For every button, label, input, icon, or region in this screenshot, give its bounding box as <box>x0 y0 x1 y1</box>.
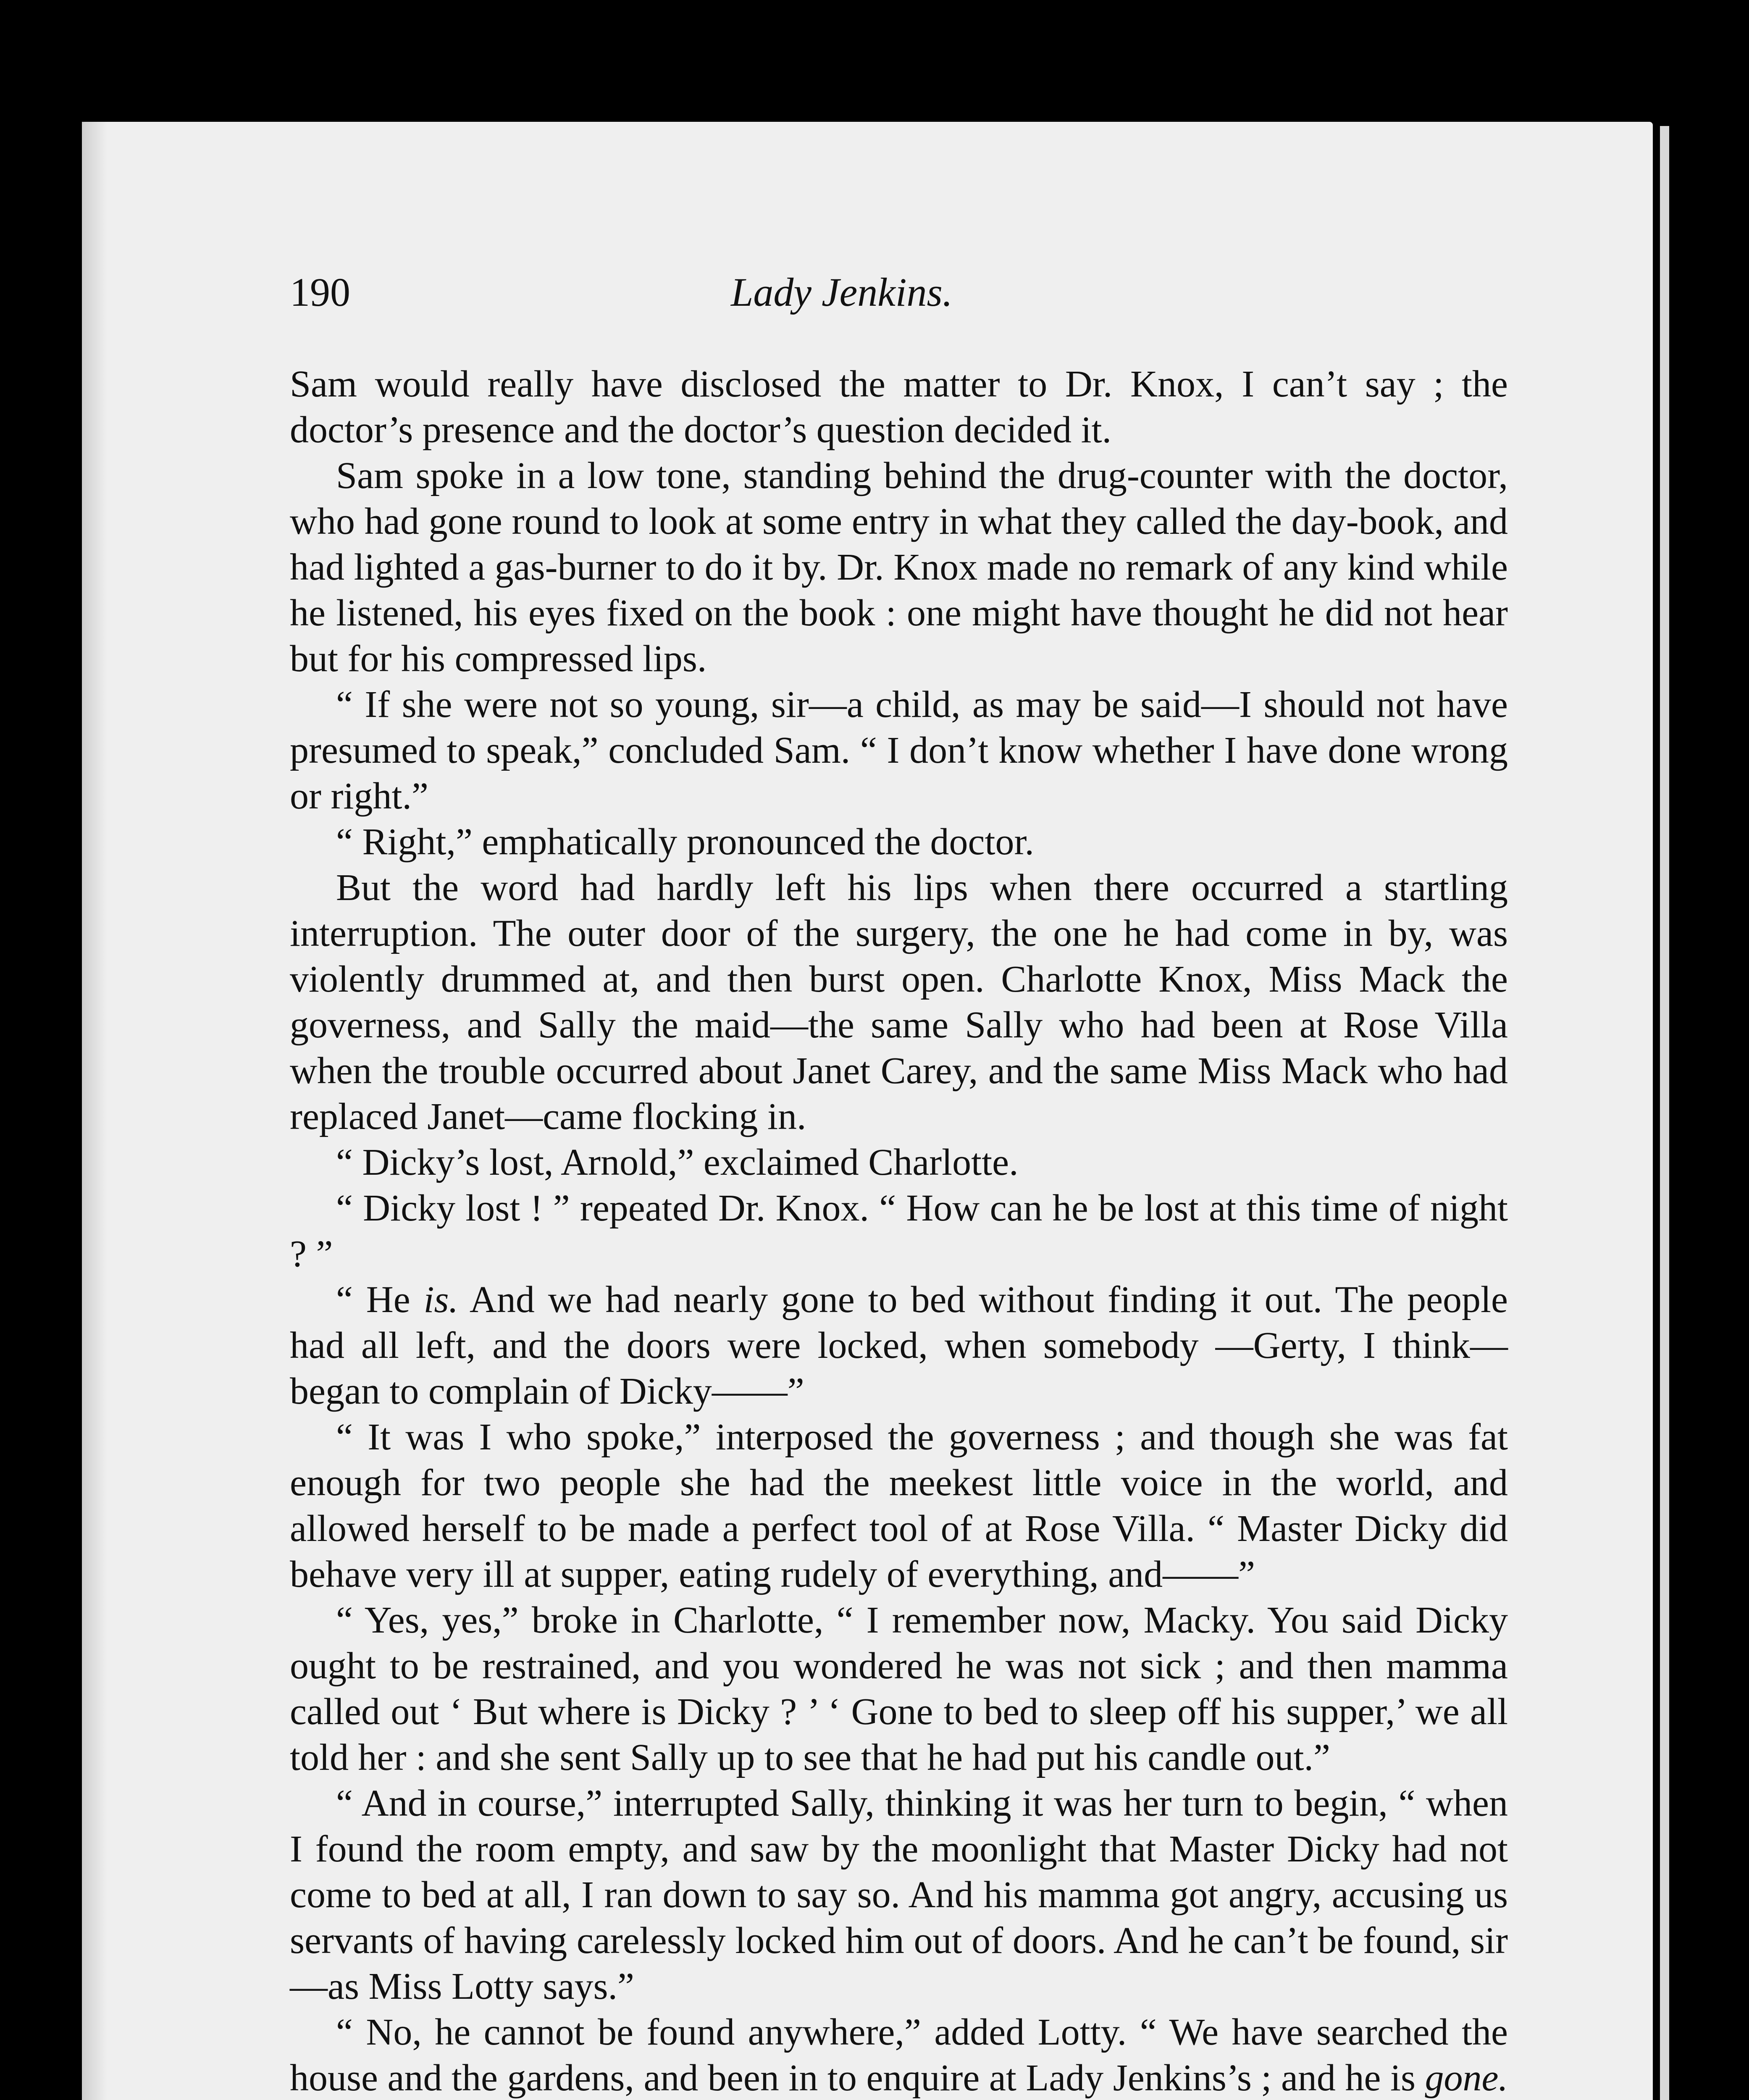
paragraph: “ If she were not so young, sir—a child, as may be said—I should not have presumed to speak,” concluded Sam. “ I don’t know whether I have done wrong or right.” <box>290 684 1508 817</box>
text-run: “ No, he cannot be found anywhere,” added Lotty. “ We have searched the house and the gardens, and been in to enquire at Lady Jenkins’s ; and he is <box>290 2011 1508 2099</box>
paragraph: “ It was I who spoke,” interposed the governess ; and though she was fat enough for two people she had the meekest little voice in the world, and allowed herself to be made a perfect tool of at Rose Villa. “ Master Dicky did behave very ill at supper, eating rudely of everything, and——” <box>290 1416 1508 1595</box>
italic-text: is. <box>423 1279 459 1320</box>
text-run: And we had nearly gone to bed without finding it out. The people had all left, and the doors were locked, when somebody —Gerty, I think—began to complain of Dicky——” <box>290 1279 1508 1412</box>
paragraph: “ And in course,” interrupted Sally, thinking it was her turn to begin, “ when I found the room empty, and saw by the moonlight that Master Dicky had not come to bed at all, I ran down to say so. And his mamma got angry, accusing us servants of having carelessly locked him out of doors. And he can’t be found, sir—as Miss Lotty says.” <box>290 1782 1508 2007</box>
paragraph: But the word had hardly left his lips when there occurred a startling interruption. The outer door of the surgery, the one he had come in by, was violently drummed at, and then burst open. Charlotte Knox, Miss Mack the governess, and Sally the maid—the same Sally who had been at Rose Villa when the trouble occurred about Janet Carey, and the same Miss Mack who had replaced Janet—came flocking in. <box>290 867 1508 1137</box>
paragraph <box>290 2009 1508 2100</box>
spine-shadow <box>82 122 107 2100</box>
next-page-edge <box>1660 126 1669 2100</box>
paragraph <box>290 1277 1508 1414</box>
paragraph: “ Right,” emphatically pronounced the doctor. <box>336 821 1035 863</box>
text-run: “ He <box>336 1279 424 1320</box>
paragraph: “ Dicky lost ! ” repeated Dr. Knox. “ How can he be lost at this time of night ? ” <box>290 1187 1508 1275</box>
page-header <box>290 269 1508 328</box>
italic-text: gone. <box>1425 2057 1508 2099</box>
running-title: Lady Jenkins. <box>731 270 953 315</box>
paragraph: Sam spoke in a low tone, standing behind the drug-counter with the doctor, who had gone round to look at some entry in what they called the day-book, and had lighted a gas-burner to do it by. Dr. Knox made no remark of any kind while he listened, his eyes fixed on the book : one might have thought he did not hear but for his compressed lips. <box>290 455 1508 680</box>
paragraph: Sam would really have disclosed the matter to Dr. Knox, I can’t say ; the doctor’s presence and the doctor’s question decided it. <box>290 363 1508 451</box>
body-text <box>290 361 1508 2100</box>
page-number: 190 <box>290 270 350 315</box>
paragraph: “ Yes, yes,” broke in Charlotte, “ I remember now, Macky. You said Dicky ought to be restrained, and you wondered he was not sick ; and then mamma called out ‘ But where is Dicky ? ’ ‘ Gone to bed to sleep off his supper,’ we all told her : and she sent Sally up to see that he had put his candle out.” <box>290 1599 1508 1778</box>
paragraph: “ Dicky’s lost, Arnold,” exclaimed Charlotte. <box>336 1142 1019 1183</box>
